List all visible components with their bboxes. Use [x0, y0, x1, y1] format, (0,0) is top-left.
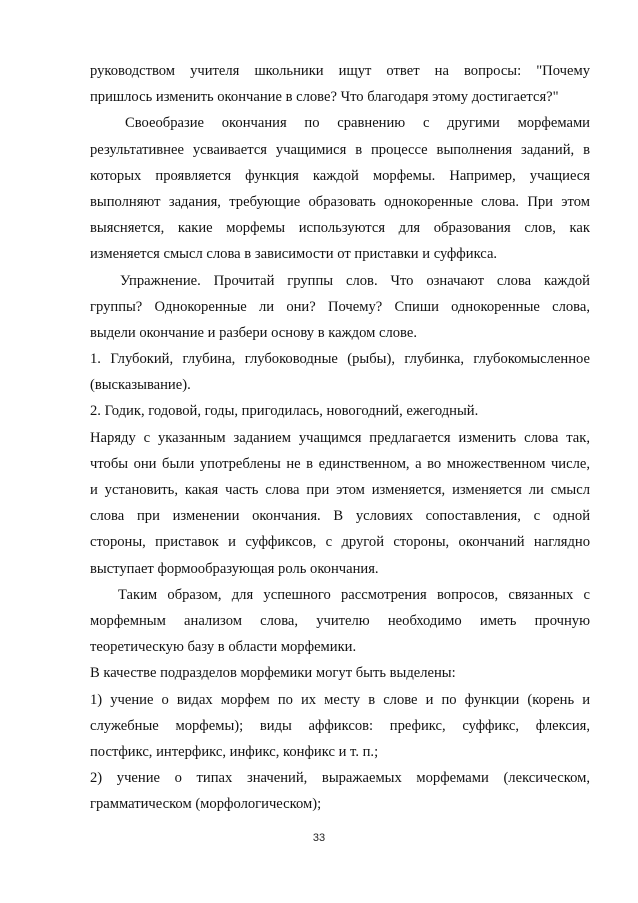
paragraph-first-line: Таким образом, для успешного рассмотрения вопросов, связанных с — [118, 586, 590, 603]
text-line: чтобы они были употреблены не в единственном, а во множественном числе, — [90, 455, 590, 472]
text-line: стороны, приставок и суффиксов, с другой стороны, окончаний наглядно — [90, 534, 590, 551]
text-line: группы? Однокоренные ли они? Почему? Спиши однокоренные слова, — [90, 298, 590, 315]
text-line: изменяется смысл слова в зависимости от приставки и суффикса. — [90, 246, 498, 263]
text-line: пришлось изменить окончание в слове? Что благодаря этому достигается?" — [90, 89, 559, 106]
text-line: слова при изменении окончания. В условиях сопоставления, с одной — [90, 508, 590, 525]
text-line: В качестве подразделов морфемики могут быть выделены: — [90, 665, 456, 682]
paragraph-first-line: Упражнение. Прочитай группы слов. Что означают слова каждой — [120, 272, 590, 289]
list-item-line: 2. Годик, годовой, годы, пригодилась, новогодний, ежегодный. — [90, 403, 479, 420]
text-line: выдели окончание и разбери основу в каждом слове. — [90, 324, 417, 341]
text-line: теоретическую базу в области морфемики. — [90, 639, 357, 656]
text-line: служебные морфемы); виды аффиксов: префикс, суффикс, флексия, — [90, 717, 590, 734]
text-line: выступает формообразующая роль окончания. — [90, 560, 379, 577]
text-line: морфемным анализом слова, учителю необходимо иметь прочную — [90, 612, 590, 629]
page-body-text — [90, 58, 590, 817]
text-line: выполняют задания, требующие образовать однокоренные слова. При этом — [90, 193, 590, 210]
text-line: Наряду с указанным заданием учащимся предлагается изменить слова так, — [90, 429, 590, 446]
paragraph-first-line: Своеобразие окончания по сравнению с другими морфемами — [125, 115, 590, 132]
list-item-line: 1) учение о видах морфем по их месту в слове и по функции (корень и — [90, 691, 590, 708]
text-line: грамматическом (морфологическом); — [90, 796, 322, 813]
text-line: и установить, какая часть слова при этом изменяется, изменяется ли смысл — [90, 482, 590, 498]
list-item-line: 2) учение о типах значений, выражаемых морфемами (лексическом, — [90, 770, 590, 787]
text-line: результативнее усваивается учащимися в процессе выполнения заданий, в — [90, 141, 590, 158]
text-line: (высказывание). — [90, 377, 191, 394]
page-number: 33 — [312, 832, 326, 844]
text-line: руководством учителя школьники ищут ответ на вопросы: "Почему — [90, 63, 590, 79]
text-line: постфикс, интерфикс, инфикс, конфикс и т. п.; — [90, 743, 379, 760]
text-line: которых проявляется функция каждой морфемы. Например, учащиеся — [90, 167, 590, 184]
list-item-line: 1. Глубокий, глубина, глубоководные (рыбы), глубинка, глубокомысленное — [90, 351, 590, 368]
text-line: выясняется, какие морфемы используются для образования слов, как — [90, 220, 590, 237]
